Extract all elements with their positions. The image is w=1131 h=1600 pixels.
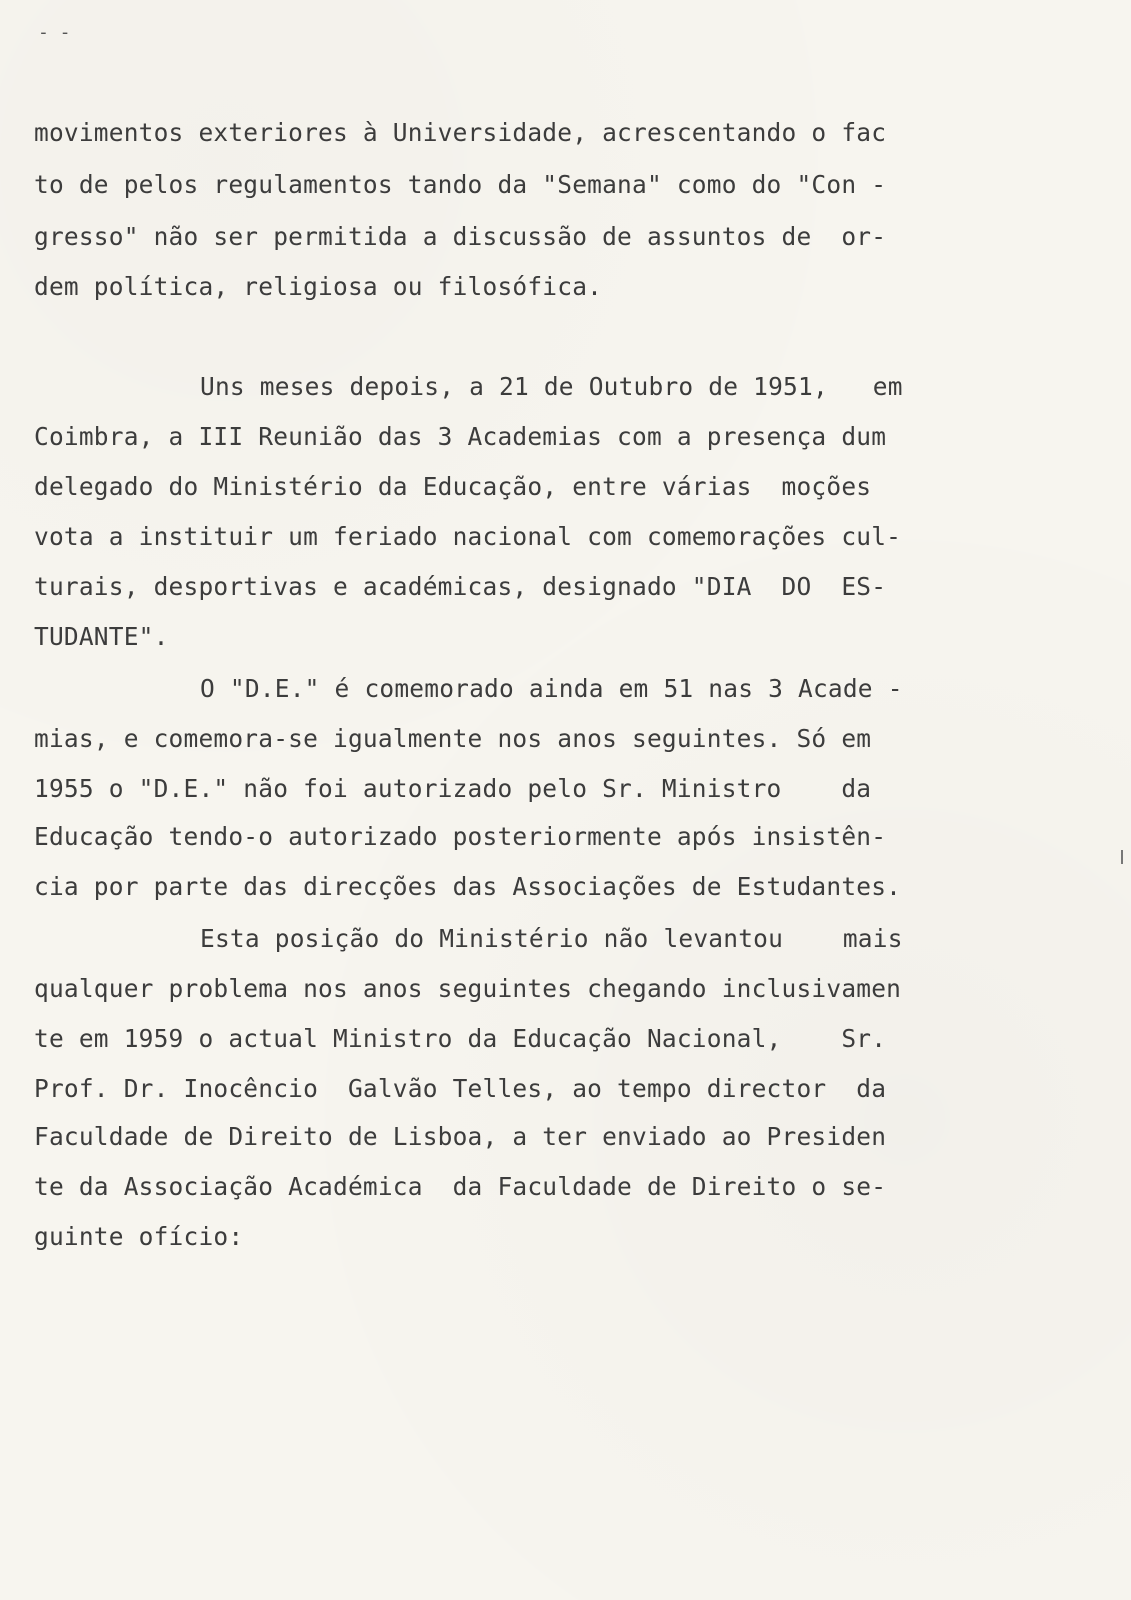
text-line: O "D.E." é comemorado ainda em 51 nas 3 Acade - [200,674,903,703]
margin-speck [1121,850,1123,864]
text-line: Faculdade de Direito de Lisboa, a ter enviado ao Presiden [34,1122,887,1151]
text-line: Prof. Dr. Inocêncio Galvão Telles, ao tempo director da [34,1074,887,1103]
text-line: gresso" não ser permitida a discussão de assuntos de or- [34,222,887,251]
text-line: Esta posição do Ministério não levantou mais [200,924,903,953]
text-line: Uns meses depois, a 21 de Outubro de 1951, em [200,372,903,401]
text-line: TUDANTE". [34,622,169,651]
text-line: dem política, religiosa ou filosófica. [34,272,603,301]
text-line: vota a instituir um feriado nacional com comemorações cul- [34,522,902,551]
text-line: qualquer problema nos anos seguintes chegando inclusivamen [34,974,902,1003]
corner-mark: - - [38,22,71,43]
text-line: guinte ofício: [34,1222,244,1251]
text-line: cia por parte das direcções das Associações de Estudantes. [34,872,902,901]
text-line: to de pelos regulamentos tando da "Semana" como do "Con - [34,170,887,199]
text-line: turais, desportivas e académicas, designado "DIA DO ES- [34,572,887,601]
text-line: Educação tendo-o autorizado posteriormente após insistên- [34,822,887,851]
text-line: mias, e comemora-se igualmente nos anos seguintes. Só em [34,724,872,753]
text-line: Coimbra, a III Reunião das 3 Academias com a presença dum [34,422,887,451]
text-line: te em 1959 o actual Ministro da Educação Nacional, Sr. [34,1024,887,1053]
text-line: delegado do Ministério da Educação, entre várias moções [34,472,872,501]
text-line: movimentos exteriores à Universidade, acrescentando o fac [34,118,887,147]
text-line: te da Associação Académica da Faculdade de Direito o se- [34,1172,887,1201]
text-line: 1955 o "D.E." não foi autorizado pelo Sr. Ministro da [34,774,872,803]
